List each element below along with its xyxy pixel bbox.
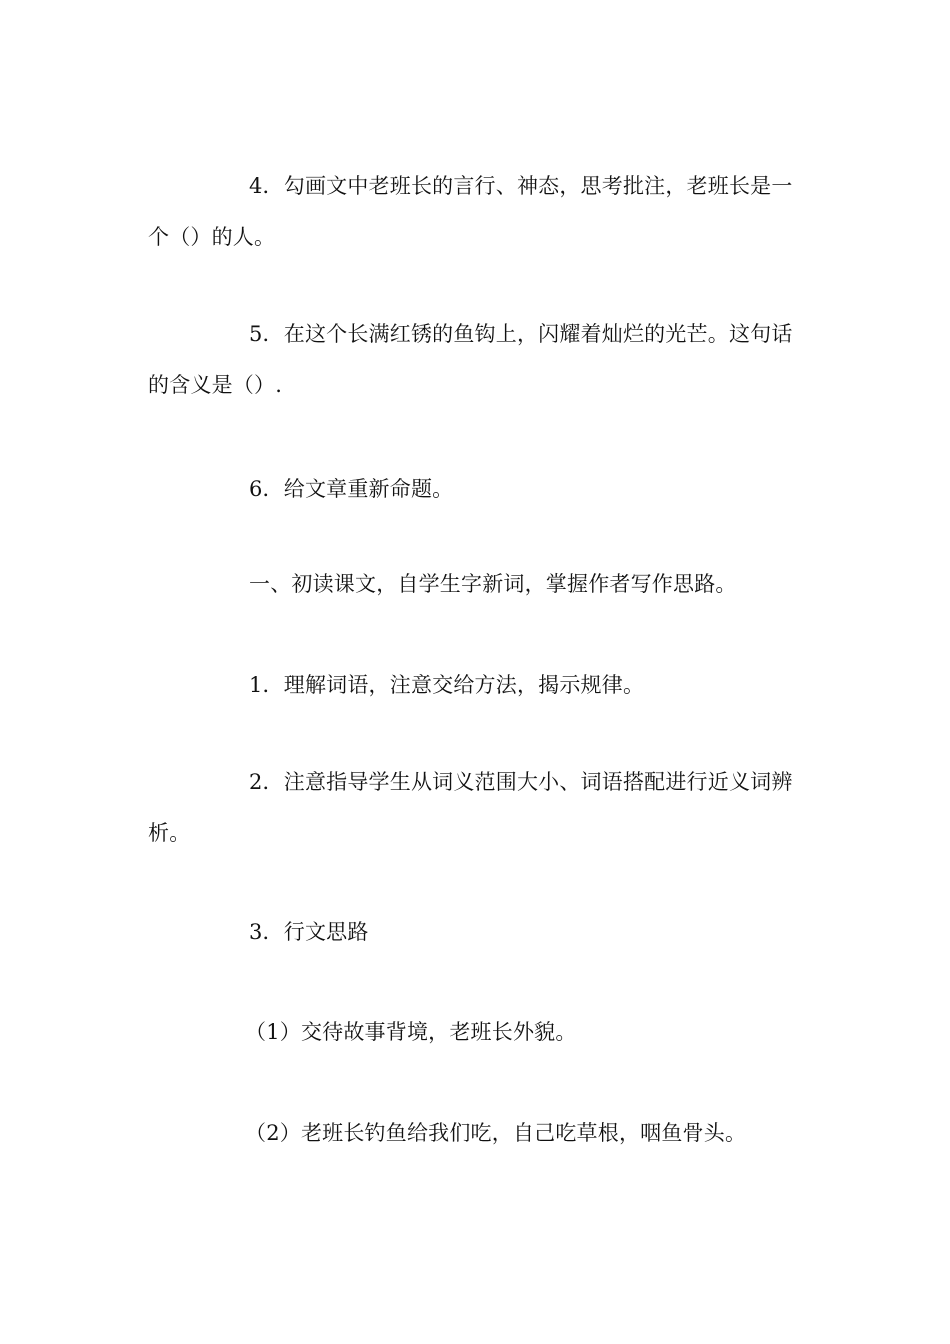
- section-heading-1: 一、初读课文，自学生字新词，掌握作者写作思路。: [249, 572, 737, 596]
- outline-point-1: （1）交待故事背境，老班长外貌。: [245, 1020, 577, 1044]
- step-2: 2．注意指导学生从词义范围大小、词语搭配进行近义词辨析。: [148, 770, 793, 845]
- question-5: 5．在这个长满红锈的鱼钩上，闪耀着灿烂的光芒。这句话的含义是（）.: [148, 322, 793, 397]
- step-3: 3．行文思路: [249, 920, 369, 944]
- outline-point-2: （2）老班长钓鱼给我们吃，自己吃草根，咽鱼骨头。: [245, 1121, 747, 1145]
- question-4: 4．勾画文中老班长的言行、神态，思考批注，老班长是一个（）的人。: [148, 174, 793, 249]
- question-6: 6．给文章重新命题。: [249, 477, 454, 501]
- step-1: 1．理解词语，注意交给方法，揭示规律。: [249, 673, 645, 697]
